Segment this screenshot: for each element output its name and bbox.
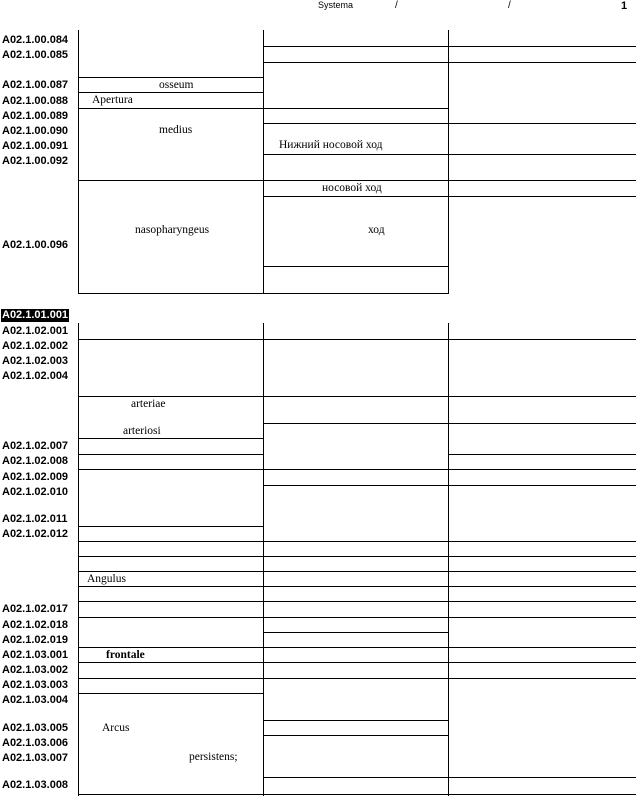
table-rule: [78, 556, 636, 557]
header-separator: /: [395, 0, 398, 11]
term-code: A02.1.03.006: [2, 737, 69, 749]
latin-term: arteriosi: [123, 425, 161, 437]
table-rule: [263, 720, 449, 721]
table-border: [448, 30, 449, 294]
table-rule: [263, 180, 636, 181]
table-rule: [263, 266, 449, 267]
table-rule: [263, 196, 636, 197]
latin-term: Apertura: [92, 94, 133, 106]
table-rule: [263, 632, 449, 633]
latin-term: persistens;: [189, 751, 238, 763]
table-rule: [263, 46, 636, 47]
table-rule: [78, 77, 264, 78]
table-rule: [448, 454, 636, 455]
term-code: A02.1.00.090: [2, 125, 69, 137]
header-separator: /: [508, 0, 511, 11]
russian-term: ход: [368, 224, 385, 236]
latin-term: Arcus: [102, 722, 130, 734]
table-rule: [263, 423, 636, 424]
term-code: A02.1.02.010: [2, 486, 69, 498]
table-rule: [78, 794, 636, 795]
table-rule: [78, 108, 264, 109]
latin-term: Angulus: [87, 573, 126, 585]
table-rule: [263, 123, 636, 124]
term-code: A02.1.03.002: [2, 664, 69, 676]
term-code: A02.1.02.011: [2, 513, 68, 525]
table-rule: [78, 647, 636, 648]
table-rule: [78, 339, 636, 340]
term-code: A02.1.02.003: [2, 355, 69, 367]
table-rule: [78, 293, 449, 294]
table-rule: [263, 485, 636, 486]
table-rule: [78, 678, 636, 679]
table-border: [78, 323, 79, 796]
term-code: A02.1.00.088: [2, 95, 69, 107]
table-rule: [78, 526, 264, 527]
term-code: A02.1.00.084: [2, 34, 69, 46]
term-code: A02.1.02.002: [2, 340, 69, 352]
term-code: A02.1.02.007: [2, 440, 69, 452]
table-rule: [78, 662, 636, 663]
table-rule: [78, 601, 636, 602]
header-systema: Systema: [318, 0, 354, 10]
table-rule: [78, 92, 264, 93]
table-rule: [263, 62, 636, 63]
latin-term: frontale: [106, 649, 145, 661]
term-code: A02.1.03.004: [2, 694, 69, 706]
term-code: A02.1.02.017: [2, 603, 69, 615]
term-code: A02.1.02.018: [2, 619, 69, 631]
latin-term: osseum: [159, 79, 194, 91]
table-rule: [78, 454, 264, 455]
term-code: A02.1.02.009: [2, 471, 69, 483]
term-code: A02.1.02.001: [2, 325, 69, 337]
latin-term: nasopharyngeus: [135, 224, 210, 236]
term-code: A02.1.00.092: [2, 155, 69, 167]
page-number: 1: [621, 0, 628, 12]
term-code: A02.1.03.007: [2, 752, 69, 764]
table-rule: [78, 541, 636, 542]
term-code: A02.1.00.089: [2, 110, 69, 122]
term-code: A02.1.00.085: [2, 49, 69, 61]
table-rule: [78, 571, 636, 572]
table-border: [78, 30, 79, 294]
term-code: A02.1.03.008: [2, 779, 69, 791]
latin-term: medius: [159, 124, 193, 136]
table-rule: [263, 108, 449, 109]
table-border: [263, 30, 264, 294]
term-code: A02.1.02.012: [2, 528, 69, 540]
table-rule: [78, 180, 264, 181]
table-rule: [263, 735, 449, 736]
table-rule: [78, 469, 636, 470]
term-code-highlighted: A02.1.01.001: [2, 309, 69, 321]
russian-term: Нижний носовой ход: [279, 139, 383, 151]
table-rule: [263, 777, 636, 778]
term-code: A02.1.00.096: [2, 239, 69, 251]
term-code: A02.1.02.008: [2, 455, 69, 467]
table-rule: [263, 154, 636, 155]
term-code: A02.1.03.001: [2, 649, 69, 661]
term-code: A02.1.00.087: [2, 79, 69, 91]
term-code: A02.1.02.019: [2, 634, 69, 646]
latin-term: arteriae: [131, 398, 166, 410]
term-code: A02.1.03.003: [2, 679, 69, 691]
table-rule: [78, 438, 264, 439]
russian-term: носовой ход: [322, 182, 382, 194]
table-rule: [78, 396, 636, 397]
term-code: A02.1.03.005: [2, 722, 69, 734]
table-rule: [78, 693, 264, 694]
table-border: [263, 323, 264, 796]
table-border: [448, 323, 449, 796]
table-rule: [78, 586, 636, 587]
table-rule: [78, 617, 636, 618]
term-code: A02.1.02.004: [2, 370, 69, 382]
term-code: A02.1.00.091: [2, 140, 69, 152]
